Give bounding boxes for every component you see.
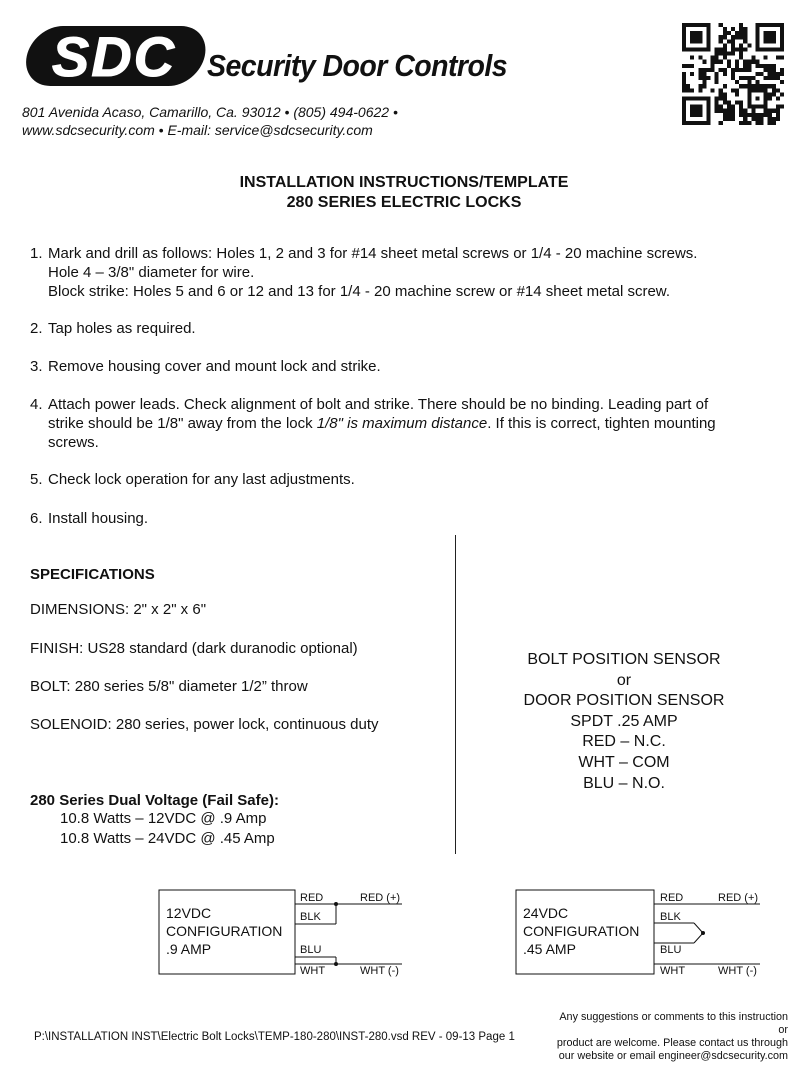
wire-label: WHT — [300, 965, 326, 977]
step-number: 4. — [30, 396, 43, 413]
step-1-line2: Hole 4 – 3/8" diameter for wire. — [48, 264, 255, 281]
wire-label: BLU — [660, 944, 682, 956]
specifications-heading: SPECIFICATIONS — [30, 566, 155, 583]
document-title-line1: INSTALLATION INSTRUCTIONS/TEMPLATE — [239, 174, 569, 191]
step-number: 2. — [30, 320, 43, 337]
output-negative: WHT (-) — [718, 965, 757, 977]
config-line: .9 AMP — [166, 941, 212, 957]
config-line: CONFIGURATION — [166, 923, 283, 939]
footer-note-line: Any suggestions or comments to this instruction or — [559, 1011, 788, 1036]
spec-solenoid: SOLENOID: 280 series, power lock, continuous duty — [30, 716, 379, 733]
sensor-line: or — [616, 671, 632, 689]
step-3-line1: Remove housing cover and mount lock and strike. — [48, 358, 381, 375]
contact-line: www.sdcsecurity.com • E-mail: service@sdcsecurity.com — [22, 122, 373, 138]
step-number: 1. — [30, 245, 43, 262]
config-line: .45 AMP — [523, 941, 576, 957]
wire-label: BLK — [660, 911, 681, 923]
sensor-line: BOLT POSITION SENSOR — [527, 651, 721, 668]
address-line: 801 Avenida Acaso, Camarillo, Ca. 93012 • (805) 494-0622 • — [22, 104, 398, 120]
step-1-line1: Mark and drill as follows: Holes 1, 2 and 3 for #14 sheet metal screws or 1/4 - 20 machine screws. — [48, 245, 698, 262]
spec-finish: FINISH: US28 standard (dark duranodic optional) — [30, 640, 358, 657]
step-number: 6. — [30, 510, 43, 527]
step-6-line1: Install housing. — [48, 510, 149, 527]
sensor-line: BLU – N.O. — [583, 774, 665, 792]
step-number: 3. — [30, 358, 43, 375]
step-4-line2: strike should be 1/8" away from the lock 1/8" is maximum distance. If this is correct, tighten mounting — [48, 415, 716, 432]
sensor-line: SPDT .25 AMP — [570, 712, 678, 730]
footer-note-line: product are welcome. Please contact us through — [556, 1037, 788, 1049]
output-negative: WHT (-) — [360, 965, 399, 977]
dual-voltage-24v: 10.8 Watts – 24VDC @ .45 Amp — [60, 830, 275, 847]
config-line: CONFIGURATION — [523, 923, 640, 939]
spec-bolt: BOLT: 280 series 5/8" diameter 1/2” throw — [30, 678, 308, 695]
dual-voltage-heading: 280 Series Dual Voltage (Fail Safe): — [30, 792, 279, 809]
step-number: 5. — [30, 471, 43, 488]
wire-label: BLK — [300, 911, 321, 923]
sdc-logo — [22, 22, 206, 90]
sensor-line: DOOR POSITION SENSOR — [523, 692, 725, 710]
spec-dimensions: DIMENSIONS: 2" x 2" x 6" — [30, 601, 207, 618]
document-title-line2: 280 SERIES ELECTRIC LOCKS — [286, 194, 522, 211]
wire-label: RED — [660, 892, 684, 904]
step-4-line3: screws. — [48, 434, 99, 451]
sensor-line: WHT – COM — [578, 753, 670, 771]
wire-label: RED — [300, 892, 324, 904]
step-4-line1: Attach power leads. Check alignment of bolt and strike. There should be no binding. Leading part of — [48, 396, 709, 413]
company-name: Security Door Controls — [207, 48, 508, 83]
dual-voltage-12v: 10.8 Watts – 12VDC @ .9 Amp — [60, 810, 267, 827]
step-2-line1: Tap holes as required. — [48, 320, 196, 337]
logo-text: SDC — [51, 25, 177, 88]
wire-label: BLU — [300, 944, 322, 956]
maximum-distance-note: 1/8" is maximum distance — [316, 415, 488, 432]
wiring-diagrams — [0, 880, 808, 980]
sensor-line: RED – N.C. — [582, 733, 666, 751]
sensor-info — [474, 650, 774, 794]
wire-label: WHT — [660, 965, 686, 977]
output-positive: RED (+) — [360, 892, 401, 904]
step-5-line1: Check lock operation for any last adjustments. — [48, 471, 355, 488]
footer-note-line: our website or email engineer@sdcsecurity.com — [558, 1050, 788, 1062]
config-line: 12VDC — [166, 905, 212, 921]
footer-note — [548, 1011, 788, 1063]
qr-code — [682, 23, 784, 125]
column-divider — [455, 535, 456, 854]
output-positive: RED (+) — [718, 892, 759, 904]
footer-file-path: P:\INSTALLATION INST\Electric Bolt Locks\TEMP-180-280\INST-280.vsd REV - 09-13 Page 1 — [34, 1031, 515, 1043]
step-1-line3: Block strike: Holes 5 and 6 or 12 and 13 for 1/4 - 20 machine screw or #14 sheet metal screw. — [48, 283, 670, 300]
config-line: 24VDC — [523, 905, 569, 921]
